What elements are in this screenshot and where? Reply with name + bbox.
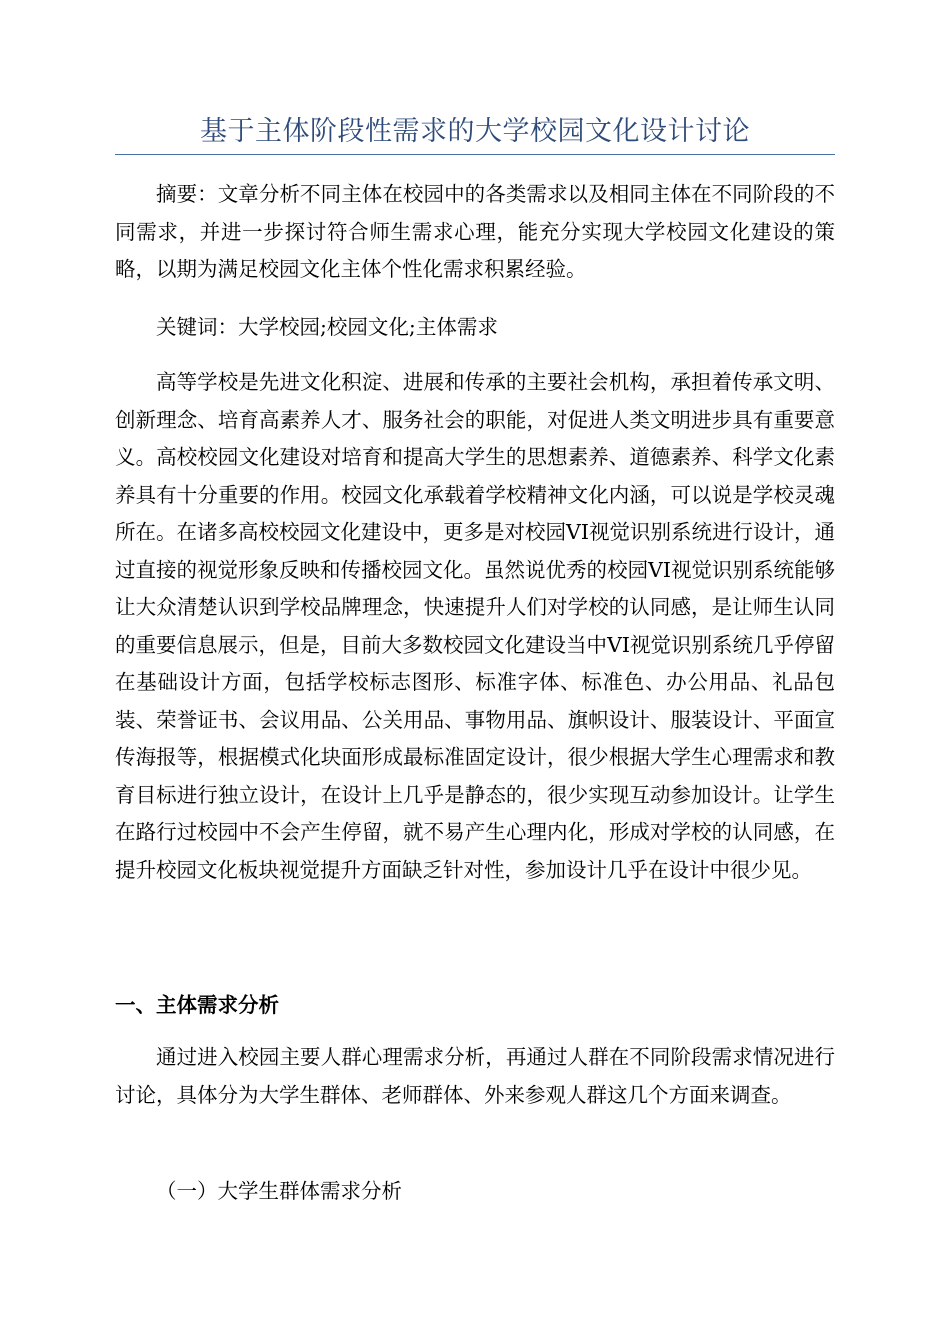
section-heading-1: 一、主体需求分析	[115, 993, 279, 1017]
subsection-heading-1: （一）大学生群体需求分析	[156, 1179, 402, 1203]
title-underline	[115, 154, 835, 155]
keywords-line: 关键词：大学校园;校园文化;主体需求	[156, 315, 498, 339]
section-1-paragraph: 通过进入校园主要人群心理需求分析，再通过人群在不同阶段需求情况进行讨论，具体分为大学生群体、老师群体、外来参观人群这几个方面来调查。	[115, 1045, 835, 1107]
abstract-paragraph: 摘要：文章分析不同主体在校园中的各类需求以及相同主体在不同阶段的不同需求，并进一步探讨符合师生需求心理，能充分实现大学校园文化建设的策略，以期为满足校园文化主体个性化需求积累经验。	[115, 182, 835, 281]
intro-paragraph: 高等学校是先进文化积淀、进展和传承的主要社会机构，承担着传承文明、创新理念、培育高素养人才、服务社会的职能，对促进人类文明进步具有重要意义。高校校园文化建设对培育和提高大学生的思想素养、道德素养、科学文化素养具有十分重要的作用。校园文化承载着学校精神文化内涵，可以说是学校灵魂所在。在诸多高校校园文化建设中，更多是对校园VI视觉识别系统进行设计，通过直接的视觉形象反映和传播校园文化。虽然说优秀的校园VI视觉识别系统能够让大众清楚认识到学校品牌理念，快速提升人们对学校的认同感，是让师生认同的重要信息展示，但是，目前大多数校园文化建设当中VI视觉识别系统几乎停留在基础设计方面，包括学校标志图形、标准字体、标准色、办公用品、礼品包装、荣誉证书、会议用品、公关用品、事物用品、旗帜设计、服装设计、平面宣传海报等，根据模式化块面形成最标准固定设计，很少根据大学生心理需求和教育目标进行独立设计，在设计上几乎是静态的，很少实现互动参加设计。让学生在路行过校园中不会产生停留，就不易产生心理内化，形成对学校的认同感，在提升校园文化板块视觉提升方面缺乏针对性，参加设计几乎在设计中很少见。	[115, 370, 835, 882]
document-title: 基于主体阶段性需求的大学校园文化设计讨论	[200, 116, 750, 147]
